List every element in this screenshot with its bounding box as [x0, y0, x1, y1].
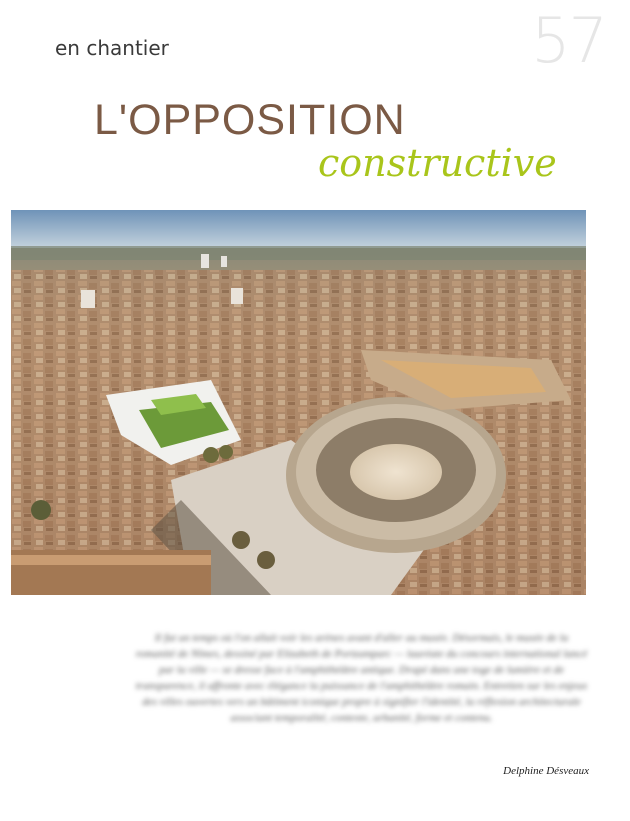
author-byline: Delphine Désveaux [503, 765, 589, 777]
aerial-photo [11, 210, 586, 595]
article-title: L'OPPOSITION [94, 96, 406, 144]
section-label: en chantier [55, 36, 169, 60]
page-number: 57 [531, 4, 606, 77]
intro-paragraph: Il fut un temps où l'on allait voir les arènes avant d'aller au musée. Désormais, le musée de la romanité de Nîmes, dessiné par Elizabeth de Portzamparc — lauréate du concours international lancé par la ville — se dresse face à l'amphithéâtre antique. Drapé dans une toge de lumière et de transparence, il affronte avec élégance la puissance de l'amphithéâtre romain. Entretien sur les enjeux des villes ouvertes vers un bâtiment iconique propre à signifier l'identité, la réflexion architecturale associant temporalité, contexte, urbanité, forme et contenu. [135, 632, 588, 724]
article-subtitle: constructive [318, 141, 557, 185]
